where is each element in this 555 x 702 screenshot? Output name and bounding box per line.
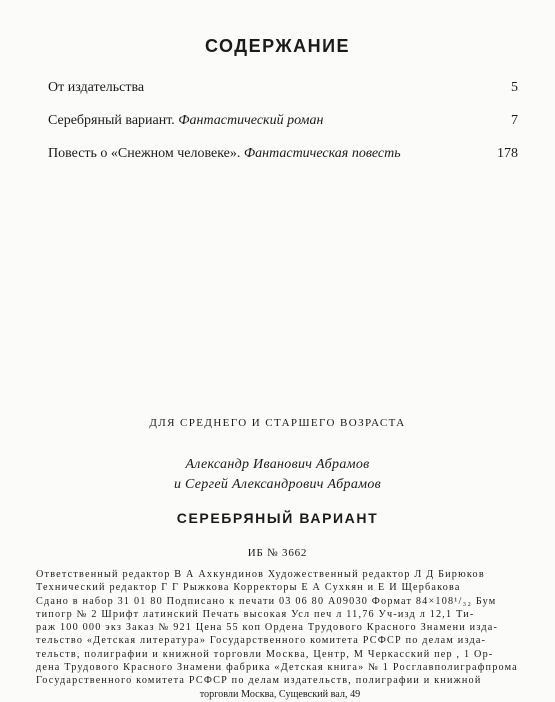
toc-page-number: 5 [511,80,518,95]
toc-page-number: 7 [511,113,518,128]
age-group-note: ДЛЯ СРЕДНЕГО И СТАРШЕГО ВОЗРАСТА [149,417,406,429]
toc-title: СОДЕРЖАНИЕ [204,36,351,56]
toc-entry [48,113,518,133]
table-of-contents [48,80,518,179]
ib-number: ИБ № 3662 [247,547,308,559]
toc-entry-text [48,146,401,162]
toc-entry-title: От издательства [48,80,145,95]
imprint-line: раж 100 000 экз Заказ № 921 Цена 55 коп Ордена Трудового Красного Знамени изда- [36,622,499,634]
imprint-line: Сдано в набор 31 01 80 Подписано к печати 03 06 80 А09030 Формат 84×108¹/₃₂ Бум [36,595,497,607]
imprint-line: дена Трудового Красного Знамени фабрика «Детская книга» № 1 Росглавполиграфпрома [36,662,518,674]
imprint-line: Технический редактор Г Г Рыжкова Корректоры Е А Сухкян и Е И Щербакова [36,582,461,594]
toc-entry-subtitle: Фантастическая повесть [243,146,401,161]
imprint-line: типогр № 2 Шрифт латинский Печать высокая Усл печ л 11,76 Уч-изд л 12,1 Ти- [36,608,475,620]
imprint-line: торговли Москва, Сущевский вал, 49 [199,688,361,700]
toc-page-number: 178 [497,146,518,161]
author-line: и Сергей Александрович Абрамов [173,477,382,492]
imprint-line: тельство «Детская литература» Государственного комитета РСФСР по делам изда- [36,635,487,647]
authors [0,455,555,495]
toc-entry-subtitle: Фантастический роман [178,113,324,128]
book-title: СЕРЕБРЯНЫЙ ВАРИАНТ [176,510,379,526]
toc-entry [48,146,518,166]
toc-entry [48,80,518,100]
toc-entry-text [48,113,323,129]
imprint-block [36,568,524,701]
imprint-line: Ответственный редактор В А Ахкундинов Художественный редактор Л Д Бирюков [36,569,485,580]
toc-entry-title: Серебряный вариант. [48,113,175,128]
toc-entry-text [48,80,144,96]
imprint-line: тельств, полиграфии и книжной торговли Москва, Центр, М Черкасский пер , 1 Ор- [36,648,494,660]
toc-entry-title: Повесть о «Снежном человеке». [48,146,241,161]
author-line: Александр Иванович Абрамов [185,457,370,472]
imprint-line: Государственного комитета РСФСР по делам издательств, полиграфии и книжной [36,675,482,687]
